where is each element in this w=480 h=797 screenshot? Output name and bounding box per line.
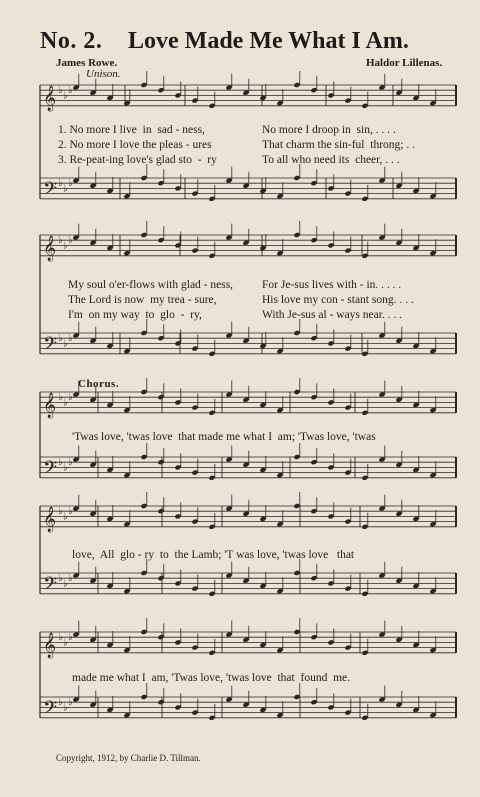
bass-clef: 𝄢 [43,697,58,723]
verse-3-line-1a: 3. Re-peat-ing love's glad sto - ry [58,154,217,166]
bass-clef: 𝄢 [43,333,58,359]
treble-clef: 𝄞 [43,632,57,658]
flat-sign: ♭ [68,178,73,190]
flat-sign: ♭ [63,183,68,195]
flat-sign: ♭ [63,90,68,102]
bass-clef: 𝄢 [43,178,58,204]
hymn-number: No. 2. [40,28,103,54]
verse-3-line-2b: With Je-sus al - ways near. . . . [262,309,403,321]
bass-clef: 𝄢 [43,573,58,599]
flat-sign: ♭ [58,697,63,709]
flat-sign: ♭ [68,333,73,345]
flat-sign: ♭ [68,85,73,97]
verse-1-line-1b: No more I droop in sin, . . . . [262,124,396,136]
copyright-notice: Copyright, 1912, by Charlie D. Tillman. [56,753,201,763]
verse-2-line-2b: His love my con - stant song. . . . [262,294,414,306]
verse-1-line-2b: For Je-sus lives with - in. . . . . [262,279,402,291]
flat-sign: ♭ [63,637,68,649]
flat-sign: ♭ [68,697,73,709]
verse-2-line-1b: That charm the sin-ful throng; . . [262,139,415,151]
verse-2-line-2a: The Lord is now my trea - sure, [68,294,217,306]
treble-clef: 𝄞 [43,85,57,111]
flat-sign: ♭ [68,392,73,404]
treble-clef: 𝄞 [43,392,57,418]
chorus-label: Chorus. [78,378,120,390]
flat-sign: ♭ [58,457,63,469]
flat-sign: ♭ [68,457,73,469]
lyricist: James Rowe. [56,57,118,69]
flat-sign: ♭ [58,333,63,345]
flat-sign: ♭ [58,85,63,97]
treble-clef: 𝄞 [43,506,57,532]
flat-sign: ♭ [63,511,68,523]
flat-sign: ♭ [68,506,73,518]
flat-sign: ♭ [68,632,73,644]
flat-sign: ♭ [58,392,63,404]
verse-1-line-1a: 1. No more I live in sad - ness, [58,124,205,136]
flat-sign: ♭ [63,702,68,714]
verse-1-line-2a: My soul o'er-flows with glad - ness, [68,279,234,291]
chorus-line-2: love, All glo - ry to the Lamb; 'T was love, 'twas love that [72,549,355,561]
direction-unison: Unison. [86,68,121,80]
flat-sign: ♭ [68,235,73,247]
flat-sign: ♭ [63,240,68,252]
flat-sign: ♭ [63,397,68,409]
flat-sign: ♭ [58,573,63,585]
verse-3-line-2a: I'm on my way to glo - ry, [68,309,202,321]
verse-3-line-1b: To all who need its cheer, . . . [262,154,400,166]
flat-sign: ♭ [58,178,63,190]
flat-sign: ♭ [58,632,63,644]
treble-clef: 𝄞 [43,235,57,261]
flat-sign: ♭ [63,338,68,350]
bass-clef: 𝄢 [43,457,58,483]
flat-sign: ♭ [58,235,63,247]
verse-2-line-1a: 2. No more I love the pleas - ures [58,139,212,151]
chorus-line-1: 'Twas love, 'twas love that made me what I am; 'Twas love, 'twas [72,431,376,443]
hymn-title: Love Made Me What I Am. [128,28,409,54]
flat-sign: ♭ [63,578,68,590]
flat-sign: ♭ [68,573,73,585]
flat-sign: ♭ [58,506,63,518]
flat-sign: ♭ [63,462,68,474]
composer: Haldor Lillenas. [366,57,443,69]
chorus-line-3: made me what I am, 'Twas love, 'twas love that found me. [72,672,350,684]
